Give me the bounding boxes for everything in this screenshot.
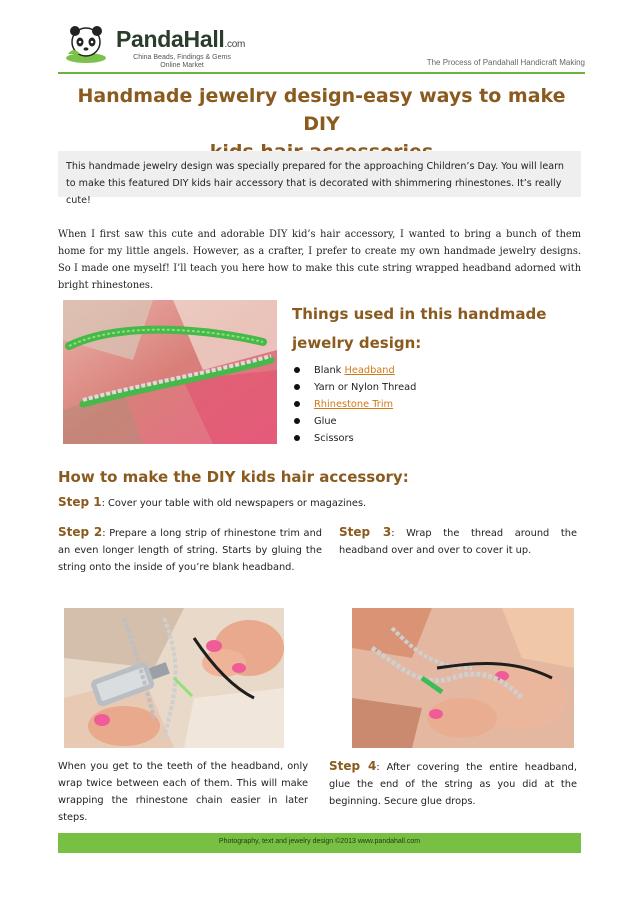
intro-box <box>58 151 581 206</box>
footer-bar <box>58 833 581 853</box>
header-subtitle: The Process of Pandahall Handicraft Making <box>426 58 585 67</box>
rhinestone-trim-link[interactable]: Rhinestone Trim <box>314 399 394 410</box>
header-divider <box>58 72 585 74</box>
list-item <box>294 379 416 396</box>
list-item <box>294 396 416 413</box>
things-heading-line-2: jewelry design: <box>292 334 422 352</box>
intro-paragraph: When I first saw this cute and adorable DIY kid’s hair accessory, I wanted to bring a bunch of them home for my little angels. However, as a crafter, I prefer to create my own handmade jewelry designs. So I made one myself! I’ll teach you here how to make this cute string wrapped headband adorned with bright rhinestones. <box>58 229 581 291</box>
headband-link[interactable]: Headband <box>344 365 395 376</box>
gluing-step-photo <box>64 608 284 748</box>
wrapping-step-photo <box>352 608 574 748</box>
step-4-text: : After covering the entire headband, glue the end of the string as you did at the beginning. Secure glue drops. <box>329 762 577 807</box>
howto-heading: How to make the DIY kids hair accessory: <box>58 468 409 486</box>
bullet-icon <box>294 367 300 373</box>
bullet-icon <box>294 384 300 390</box>
bullet-icon <box>294 418 300 424</box>
item-text: Blank <box>314 365 345 376</box>
step-3-label: Step 3 <box>339 525 392 539</box>
bullet-icon <box>294 435 300 441</box>
step-1-text: : Cover your table with old newspapers or magazines. <box>101 498 367 509</box>
brand-tagline <box>122 54 242 70</box>
list-item <box>294 430 416 447</box>
tagline-line-2: Online Market <box>160 62 204 69</box>
list-item <box>294 362 416 379</box>
step-4-label: Step 4 <box>329 759 377 773</box>
step-4 <box>329 758 577 810</box>
bullet-icon <box>294 401 300 407</box>
panda-logo-icon <box>64 24 108 64</box>
headband-photo <box>63 300 277 444</box>
intro-text: This handmade jewelry design was specially prepared for the approaching Children’s Day. You will learn to make this featured DIY kids hair accessory that is decorated with shimmering rhinestones. It’s really cute! <box>66 161 564 206</box>
step-2-label: Step 2 <box>58 525 103 539</box>
step-3-continued: When you get to the teeth of the headband, only wrap twice between each of them. This will make wrapping the rhinestone chain easier in later steps. <box>58 761 308 823</box>
step-3-text: : Wrap the thread around the headband over and over to cover it up. <box>339 528 577 556</box>
step-2-text: : Prepare a long strip of rhinestone trim and an even longer length of string. Starts by gluing the string onto the inside of you’re blank headband. <box>58 528 322 573</box>
step-3 <box>339 524 577 559</box>
list-item <box>294 413 416 430</box>
tagline-line-1: China Beads, Findings & Gems <box>133 54 231 61</box>
things-used-heading <box>292 300 592 358</box>
brand-suffix: .com <box>224 39 245 50</box>
item-text: Scissors <box>314 433 354 444</box>
item-text: Yarn or Nylon Thread <box>314 382 417 393</box>
things-heading-line-1: Things used in this handmade <box>292 305 547 323</box>
step-1-label: Step 1 <box>58 495 102 509</box>
item-text: Glue <box>314 416 337 427</box>
title-line-1: Handmade jewelry design-easy ways to make DIY <box>77 85 566 135</box>
brand-name: PandaHall.com <box>116 26 245 52</box>
footer-credit: Photography, text and jewelry design ©2013 www.pandahall.com <box>218 838 421 845</box>
step-1 <box>58 494 581 512</box>
materials-list <box>294 362 416 447</box>
page-header <box>58 20 585 68</box>
step-2 <box>58 524 322 576</box>
